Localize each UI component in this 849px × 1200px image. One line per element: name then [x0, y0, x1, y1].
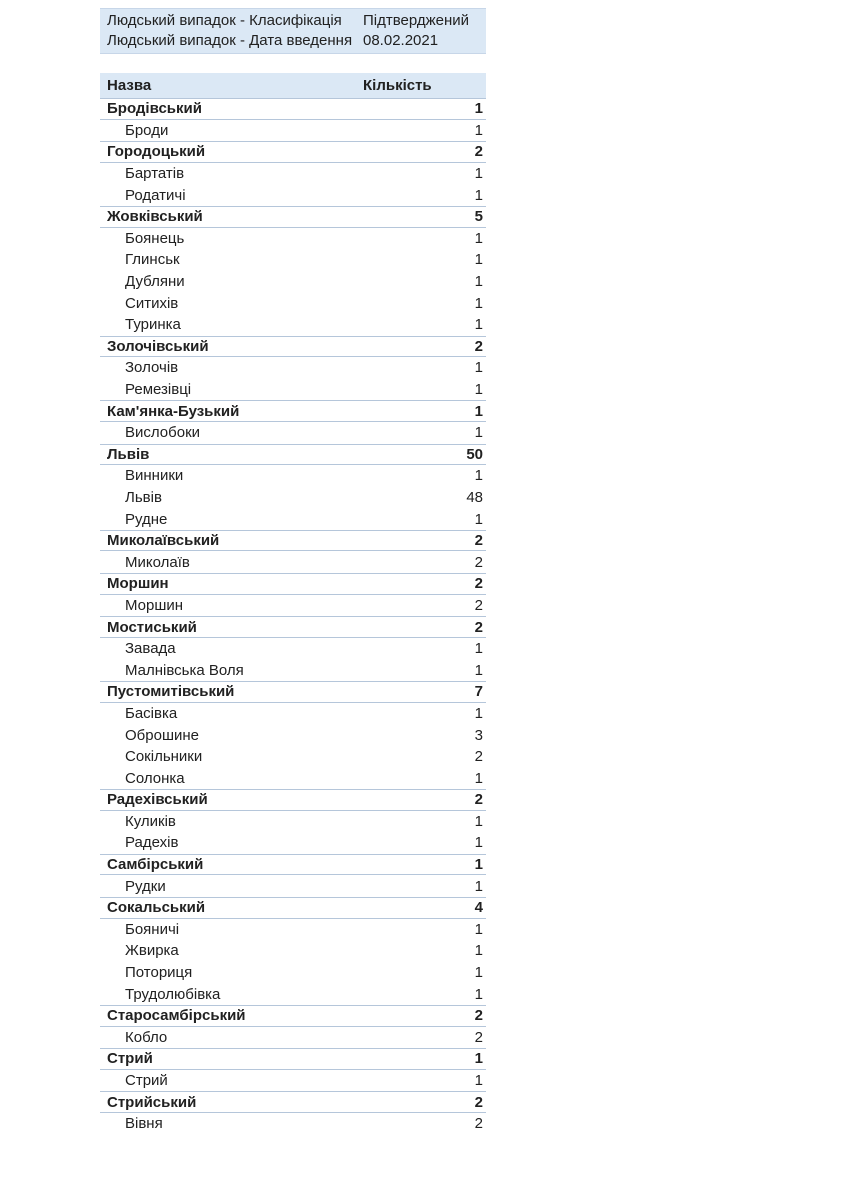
settlement-count: 1 — [474, 812, 483, 830]
settlement-name: Вислобоки — [125, 424, 201, 442]
district-name: Радехівський — [107, 791, 208, 809]
district-count: 4 — [474, 899, 483, 917]
settlement-count: 2 — [474, 748, 483, 766]
settlement-count: 1 — [474, 251, 483, 269]
table-header-row — [100, 73, 486, 98]
settlement-count: 1 — [474, 359, 483, 377]
settlement-row — [100, 638, 486, 660]
settlement-count: 1 — [474, 424, 483, 442]
district-count: 2 — [474, 618, 483, 636]
settlement-name: Винники — [125, 467, 184, 485]
filter-info-panel — [100, 8, 486, 54]
settlement-row — [100, 1070, 486, 1092]
settlement-row — [100, 551, 486, 573]
district-count: 2 — [474, 791, 483, 809]
settlement-count: 3 — [474, 726, 483, 744]
district-count: 50 — [466, 445, 483, 463]
settlement-row — [100, 1113, 486, 1135]
settlement-name: Туринка — [125, 316, 181, 334]
settlement-name: Глинськ — [125, 251, 180, 269]
settlement-count: 2 — [474, 1115, 483, 1133]
settlement-count: 1 — [474, 294, 483, 312]
district-name: Стрийський — [107, 1093, 197, 1111]
settlement-row — [100, 703, 486, 725]
district-row — [100, 789, 486, 811]
settlement-name: Басівка — [125, 704, 178, 722]
settlement-count: 1 — [474, 165, 483, 183]
settlement-count: 1 — [474, 640, 483, 658]
settlement-row — [100, 724, 486, 746]
district-row — [100, 681, 486, 703]
settlement-count: 1 — [474, 877, 483, 895]
filter-label-entry-date: Людський випадок - Дата введення — [107, 32, 353, 49]
district-row — [100, 336, 486, 358]
settlement-count: 1 — [474, 510, 483, 528]
district-count: 1 — [474, 100, 483, 118]
settlement-name: Львів — [125, 488, 162, 506]
district-count: 2 — [474, 143, 483, 161]
settlement-name: Кобло — [125, 1028, 168, 1046]
district-count: 2 — [474, 337, 483, 355]
district-row — [100, 98, 486, 120]
settlement-name: Вівня — [125, 1115, 163, 1133]
settlement-row — [100, 314, 486, 336]
settlement-row — [100, 1027, 486, 1049]
settlement-row — [100, 184, 486, 206]
settlement-row — [100, 271, 486, 293]
district-row — [100, 1091, 486, 1113]
district-count: 2 — [474, 575, 483, 593]
settlement-name: Бартатів — [125, 165, 185, 183]
settlement-name: Родатичі — [125, 186, 186, 204]
settlement-name: Куликів — [125, 812, 176, 830]
settlement-count: 48 — [466, 488, 483, 506]
district-name: Львів — [107, 445, 150, 463]
filter-label-classification: Людський випадок - Класифікація — [107, 12, 342, 29]
settlement-name: Малнівська Воля — [125, 661, 244, 679]
settlement-count: 1 — [474, 942, 483, 960]
settlement-name: Золочів — [125, 359, 179, 377]
district-row — [100, 573, 486, 595]
district-count: 2 — [474, 1093, 483, 1111]
district-count: 2 — [474, 1007, 483, 1025]
settlement-count: 1 — [474, 704, 483, 722]
settlement-row — [100, 357, 486, 379]
settlement-row — [100, 746, 486, 768]
settlement-row — [100, 379, 486, 401]
settlement-row — [100, 983, 486, 1005]
settlement-row — [100, 292, 486, 314]
district-row — [100, 141, 486, 163]
settlement-name: Ситихів — [125, 294, 179, 312]
district-row — [100, 400, 486, 422]
district-row — [100, 897, 486, 919]
district-name: Городоцький — [107, 143, 206, 161]
settlement-row — [100, 919, 486, 941]
settlement-row — [100, 875, 486, 897]
column-header-name: Назва — [107, 77, 152, 94]
settlement-name: Ремезівці — [125, 381, 192, 399]
settlement-row — [100, 487, 486, 509]
district-row — [100, 854, 486, 876]
settlement-name: Солонка — [125, 769, 185, 787]
settlement-name: Стрий — [125, 1072, 168, 1090]
settlement-count: 1 — [474, 186, 483, 204]
settlement-count: 1 — [474, 834, 483, 852]
district-name: Моршин — [107, 575, 169, 593]
district-row — [100, 530, 486, 552]
district-name: Стрий — [107, 1050, 153, 1068]
settlement-count: 1 — [474, 229, 483, 247]
settlement-count: 2 — [474, 553, 483, 571]
settlement-count: 1 — [474, 985, 483, 1003]
settlement-row — [100, 422, 486, 444]
settlement-row — [100, 228, 486, 250]
settlement-name: Рудки — [125, 877, 166, 895]
district-count: 1 — [474, 1050, 483, 1068]
settlement-count: 2 — [474, 596, 483, 614]
filter-value-entry-date: 08.02.2021 — [363, 32, 439, 49]
settlement-count: 1 — [474, 381, 483, 399]
district-name: Бродівський — [107, 100, 202, 118]
settlement-row — [100, 767, 486, 789]
district-name: Пустомитівський — [107, 683, 235, 701]
district-count: 1 — [474, 402, 483, 420]
settlement-row — [100, 120, 486, 142]
district-name: Сокальський — [107, 899, 206, 917]
settlement-row — [100, 163, 486, 185]
district-count: 2 — [474, 532, 483, 550]
district-row — [100, 1005, 486, 1027]
settlement-count: 2 — [474, 1028, 483, 1046]
settlement-row — [100, 465, 486, 487]
settlement-count: 1 — [474, 964, 483, 982]
settlement-count: 1 — [474, 273, 483, 291]
district-row — [100, 616, 486, 638]
district-name: Мостиський — [107, 618, 197, 636]
settlement-name: Трудолюбівка — [125, 985, 221, 1003]
settlement-count: 1 — [474, 316, 483, 334]
settlement-name: Боянець — [125, 229, 185, 247]
settlement-name: Сокільники — [125, 748, 203, 766]
settlement-row — [100, 940, 486, 962]
settlement-row — [100, 811, 486, 833]
column-header-count: Кількість — [363, 77, 432, 94]
settlement-name: Моршин — [125, 596, 184, 614]
settlement-name: Бояничі — [125, 920, 180, 938]
settlement-count: 1 — [474, 467, 483, 485]
settlement-name: Завада — [125, 640, 176, 658]
district-row — [100, 444, 486, 466]
district-count: 1 — [474, 856, 483, 874]
settlement-name: Миколаїв — [125, 553, 190, 571]
settlement-count: 1 — [474, 1072, 483, 1090]
district-name: Кам'янка-Бузький — [107, 402, 240, 420]
district-name: Миколаївський — [107, 532, 220, 550]
settlement-name: Поториця — [125, 964, 193, 982]
settlement-name: Рудне — [125, 510, 168, 528]
settlement-row — [100, 962, 486, 984]
district-name: Жовківський — [107, 208, 203, 226]
settlement-row — [100, 249, 486, 271]
settlement-row — [100, 659, 486, 681]
district-count: 5 — [474, 208, 483, 226]
settlement-row — [100, 832, 486, 854]
settlement-name: Радехів — [125, 834, 179, 852]
district-count: 7 — [474, 683, 483, 701]
settlement-name: Дубляни — [125, 273, 185, 291]
district-row — [100, 206, 486, 228]
district-name: Золочівський — [107, 337, 209, 355]
district-row — [100, 1048, 486, 1070]
settlement-count: 1 — [474, 769, 483, 787]
filter-row-entry-date — [100, 31, 486, 51]
settlement-count: 1 — [474, 121, 483, 139]
table-body — [100, 98, 486, 1135]
district-name: Самбірський — [107, 856, 204, 874]
settlement-name: Броди — [125, 121, 169, 139]
settlement-name: Жвирка — [125, 942, 179, 960]
settlement-count: 1 — [474, 920, 483, 938]
filter-row-classification — [100, 11, 486, 31]
cases-table — [100, 73, 486, 1135]
settlement-count: 1 — [474, 661, 483, 679]
district-name: Старосамбірський — [107, 1007, 246, 1025]
filter-value-classification: Підтверджений — [363, 12, 470, 29]
settlement-name: Оброшине — [125, 726, 199, 744]
settlement-row — [100, 595, 486, 617]
settlement-row — [100, 508, 486, 530]
